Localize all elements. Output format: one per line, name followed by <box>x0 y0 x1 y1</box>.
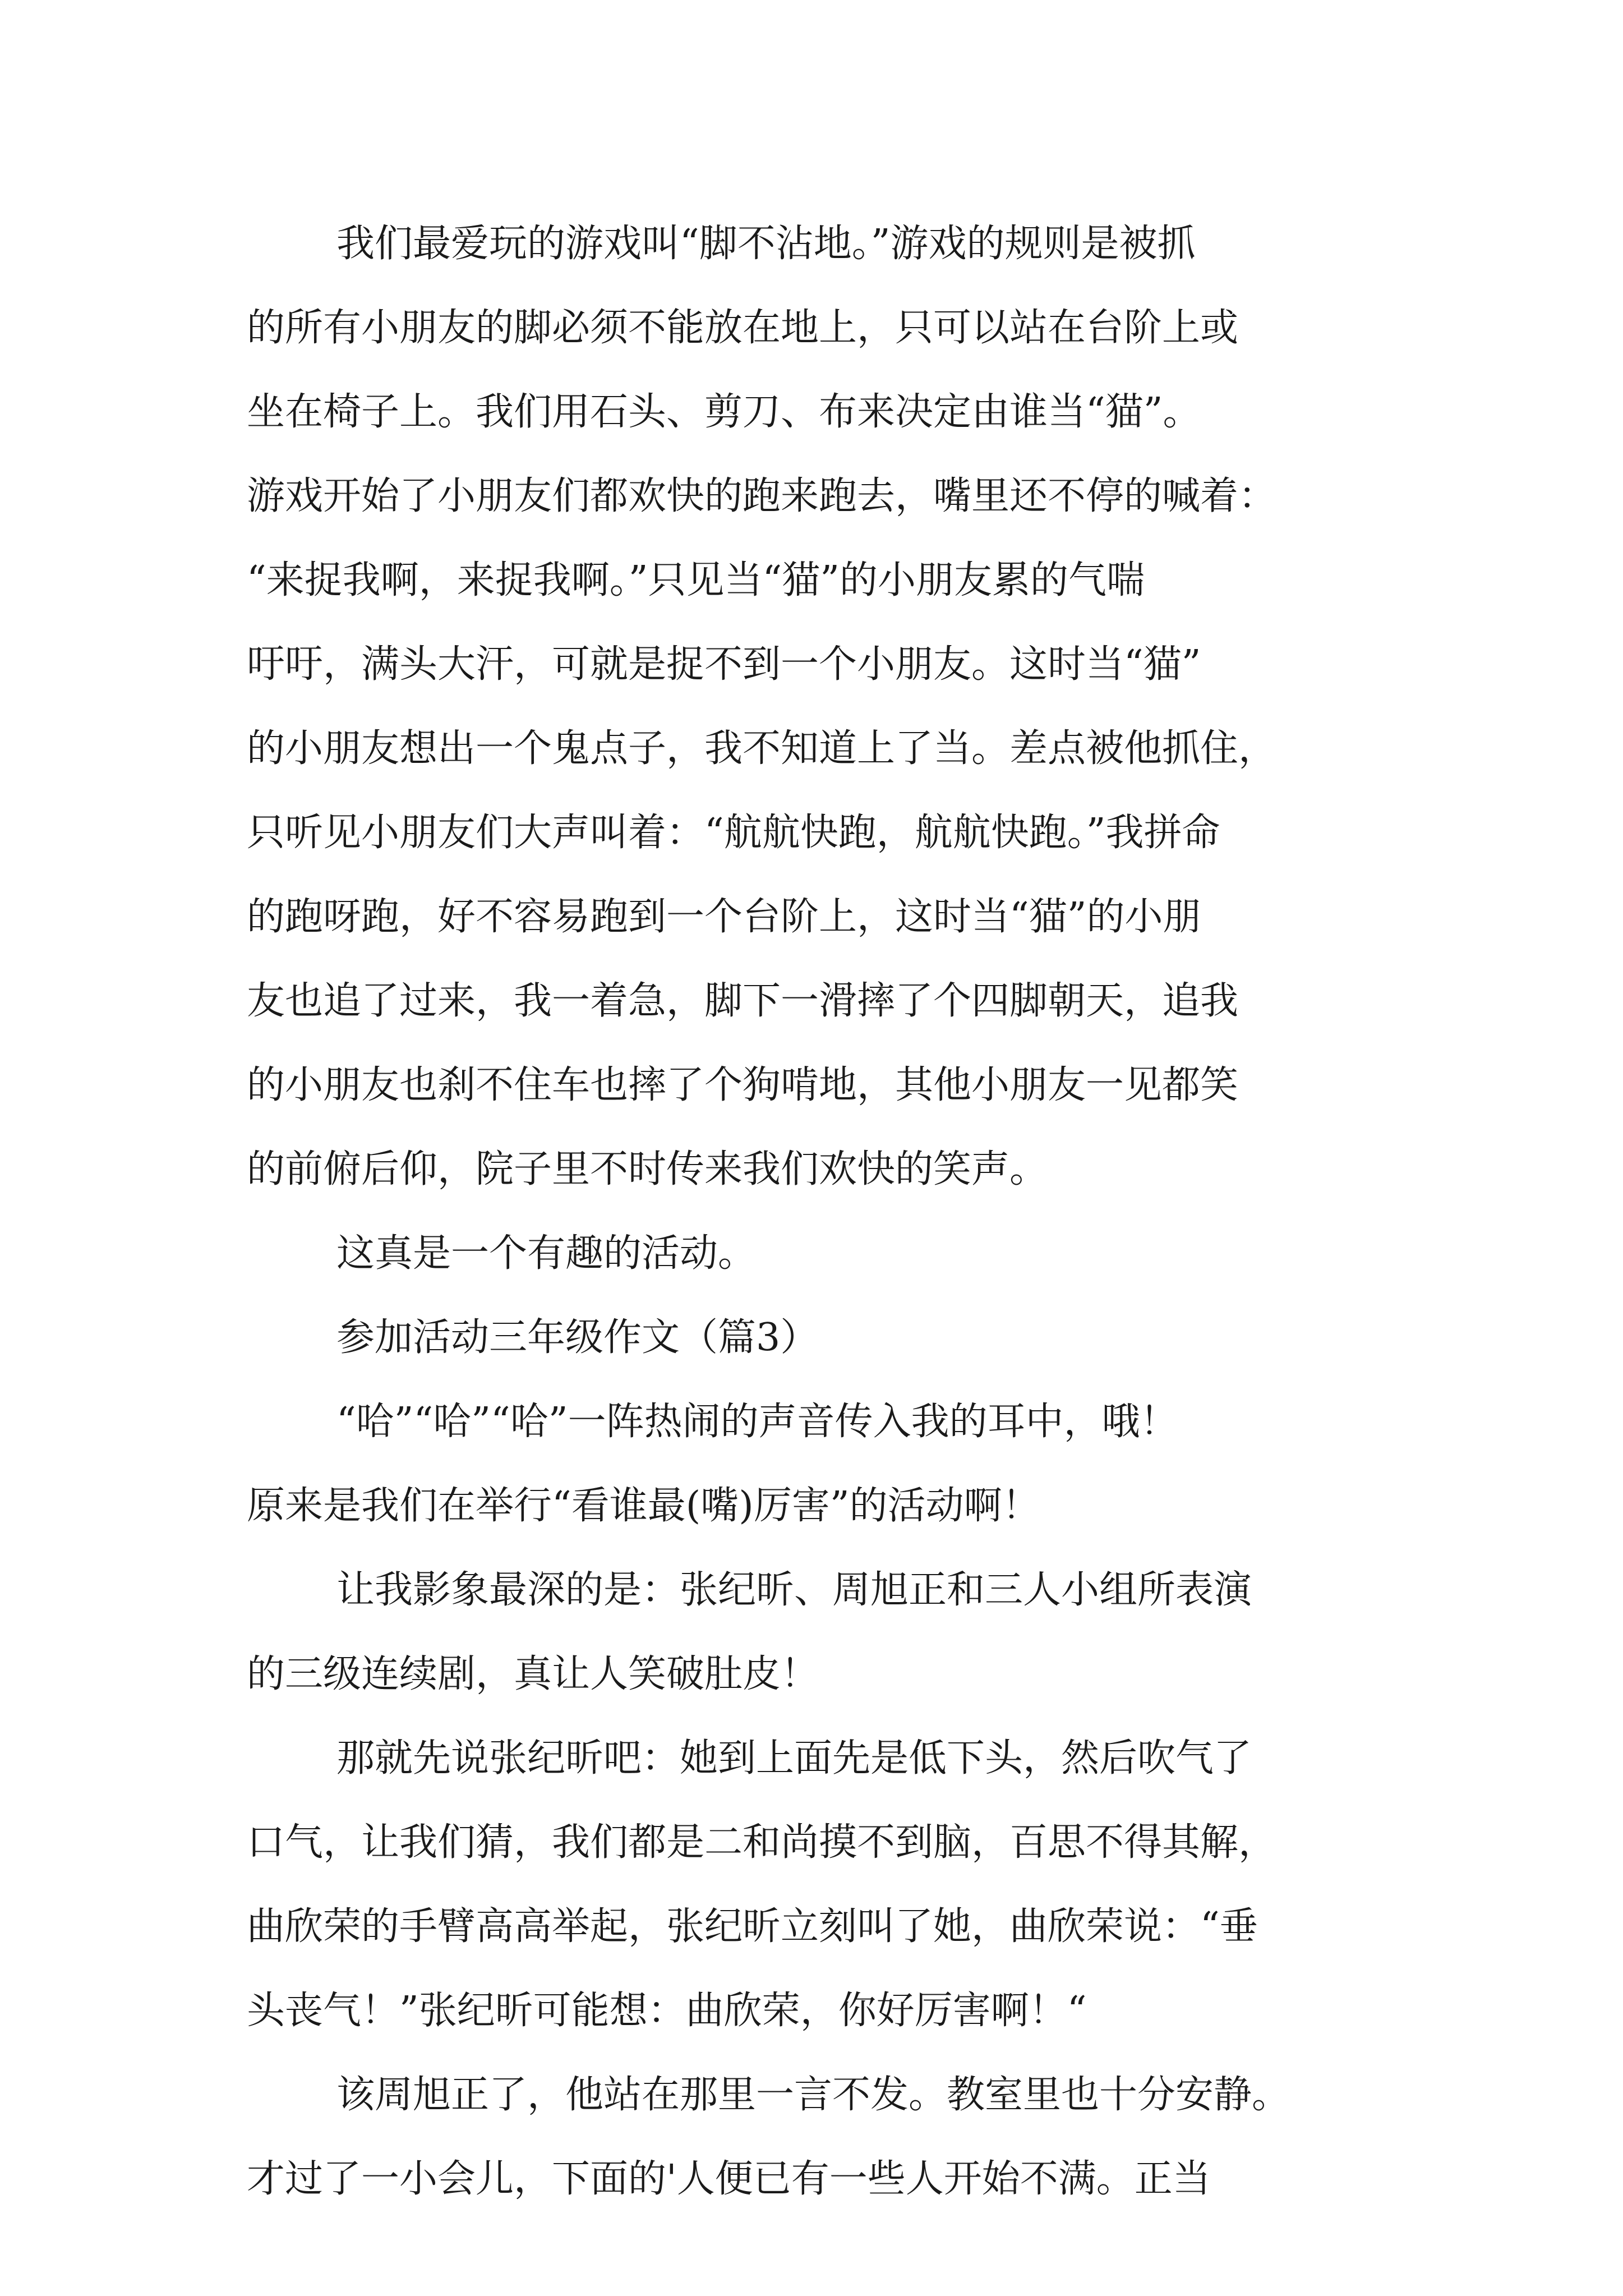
text-line: 让我影象最深的是：张纪昕、周旭正和三人小组所表演 <box>336 1568 1252 1612</box>
text-line: 的跑呀跑，好不容易跑到一个台阶上，这时当“猫”的小朋 <box>247 895 1201 939</box>
text-line: 我们最爱玩的游戏叫“脚不沾地。”游戏的规则是被抓 <box>336 222 1196 266</box>
text-line: 原来是我们在举行“看谁最(嘴)厉害”的活动啊！ <box>247 1484 1040 1528</box>
text-line: 那就先说张纪昕吧：她到上面先是低下头，然后吹气了 <box>336 1736 1252 1780</box>
text-line: 的所有小朋友的脚必须不能放在地上，只可以站在台阶上或 <box>247 306 1239 350</box>
text-line: 吁吁，满头大汗，可就是捉不到一个小朋友。这时当“猫” <box>247 642 1201 687</box>
text-line: 口气，让我们猜，我们都是二和尚摸不到脑，百思不得其解， <box>247 1820 1277 1865</box>
text-line: 这真是一个有趣的活动。 <box>336 1231 757 1276</box>
text-line: 只听见小朋友们大声叫着：“航航快跑，航航快跑。”我拼命 <box>247 811 1220 855</box>
text-line: 才过了一小会儿，下面的'人便已有一些人开始不满。正当 <box>247 2157 1211 2201</box>
text-line: 的前俯后仰，院子里不时传来我们欢快的笑声。 <box>247 1147 1048 1191</box>
text-line: “来捉我啊，来捉我啊。”只见当“猫”的小朋友累的气喘 <box>247 558 1145 602</box>
text-line: 坐在椅子上。我们用石头、剪刀、布来决定由谁当“猫”。 <box>247 390 1201 434</box>
text-line: 的小朋友也刹不住车也摔了个狗啃地，其他小朋友一见都笑 <box>247 1063 1239 1107</box>
text-line: 的三级连续剧，真让人笑破肚皮！ <box>247 1652 819 1696</box>
text-line: 该周旭正了，他站在那里一言不发。教室里也十分安静。 <box>336 2073 1290 2117</box>
text-line: “哈”“哈”“哈”一阵热闹的声音传入我的耳中，哦！ <box>336 1400 1178 1444</box>
text-line: 友也追了过来，我一着急，脚下一滑摔了个四脚朝天，追我 <box>247 979 1239 1023</box>
text-line: 游戏开始了小朋友们都欢快的跑来跑去，嘴里还不停的喊着： <box>247 474 1277 518</box>
text-line: 曲欣荣的手臂高高举起，张纪昕立刻叫了她，曲欣荣说：“垂 <box>247 1904 1258 1949</box>
text-line: 头丧气！”张纪昕可能想：曲欣荣，你好厉害啊！“ <box>247 1989 1087 2033</box>
text-line: 的小朋友想出一个鬼点子，我不知道上了当。差点被他抓住， <box>247 726 1277 771</box>
section-heading: 参加活动三年级作文（篇3） <box>336 1315 819 1360</box>
